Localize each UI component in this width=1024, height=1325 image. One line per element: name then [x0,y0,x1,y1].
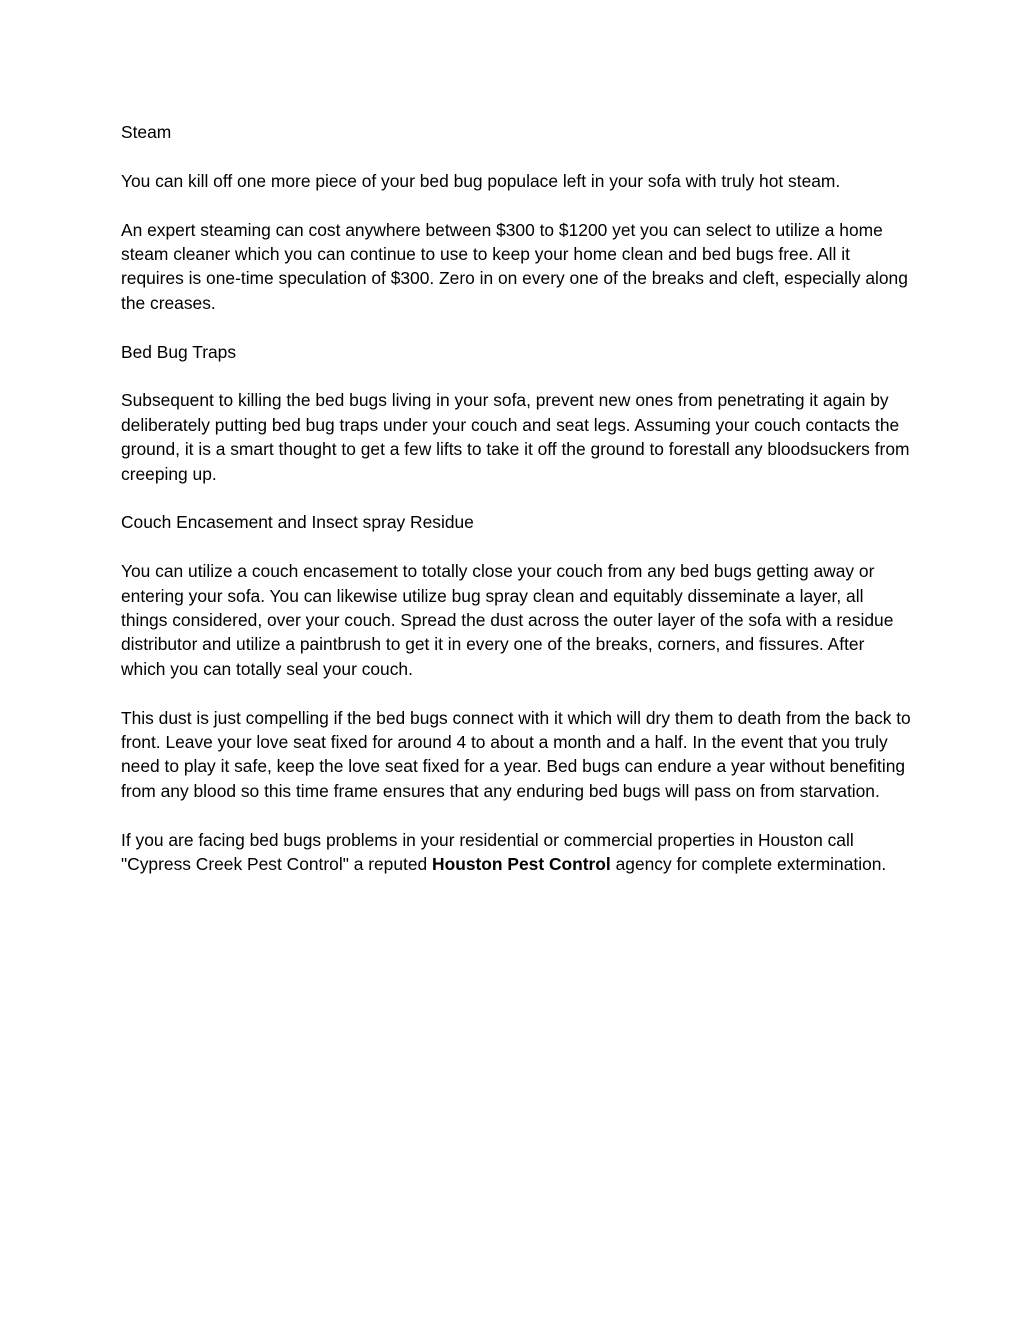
document-page [121,120,911,901]
section-heading-steam: Steam [121,122,172,142]
paragraph-steam-intro: You can kill off one more piece of your bed bug populace left in your sofa with truly hot steam. [121,170,841,191]
paragraph-steam-cost: An expert steaming can cost anywhere between $300 to $1200 yet you can select to utilize a home steam cleaner which you can continue to use to keep your home clean and bed bugs free. All it requires is one-time speculation of $300. Zero in on every one of the breaks and cleft, especially along the creases. [121,219,908,313]
closing-keyword-bold: Houston Pest Control [432,854,611,875]
paragraph-couch-encasement: You can utilize a couch encasement to totally close your couch from any bed bugs getting away or entering your sofa. You can likewise utilize bug spray clean and equitably disseminate a layer, all things considered, over your couch. Spread the dust across the outer layer of the sofa with a residue distributor and utilize a paintbrush to get it in every one of the breaks, corners, and fissures. After which you can totally seal your couch. [121,561,894,679]
closing-text-before: If you are facing bed bugs problems in your residential or commercial properties in Houston call "Cypress Creek Pest Control" a reputed [121,829,854,875]
paragraph-bed-bug-traps: Subsequent to killing the bed bugs living in your sofa, prevent new ones from penetrating it again by deliberately putting bed bug traps under your couch and seat legs. Assuming your couch contacts the ground, it is a smart thought to get a few lifts to take it off the ground to forestall any bloodsuckers from creeping up. [121,390,910,484]
paragraph-closing [121,828,911,877]
section-heading-bed-bug-traps: Bed Bug Traps [121,341,237,362]
section-heading-couch-encasement: Couch Encasement and Insect spray Residue [121,512,474,533]
paragraph-dust-effect: This dust is just compelling if the bed bugs connect with it which will dry them to death from the back to front. Leave your love seat fixed for around 4 to about a month and a half. In the event that you truly need to play it safe, keep the love seat fixed for a year. Bed bugs can endure a year without benefiting from any blood so this time frame ensures that any enduring bed bugs will pass on from starvation. [121,707,911,801]
closing-text-after: agency for complete extermination. [610,854,887,875]
